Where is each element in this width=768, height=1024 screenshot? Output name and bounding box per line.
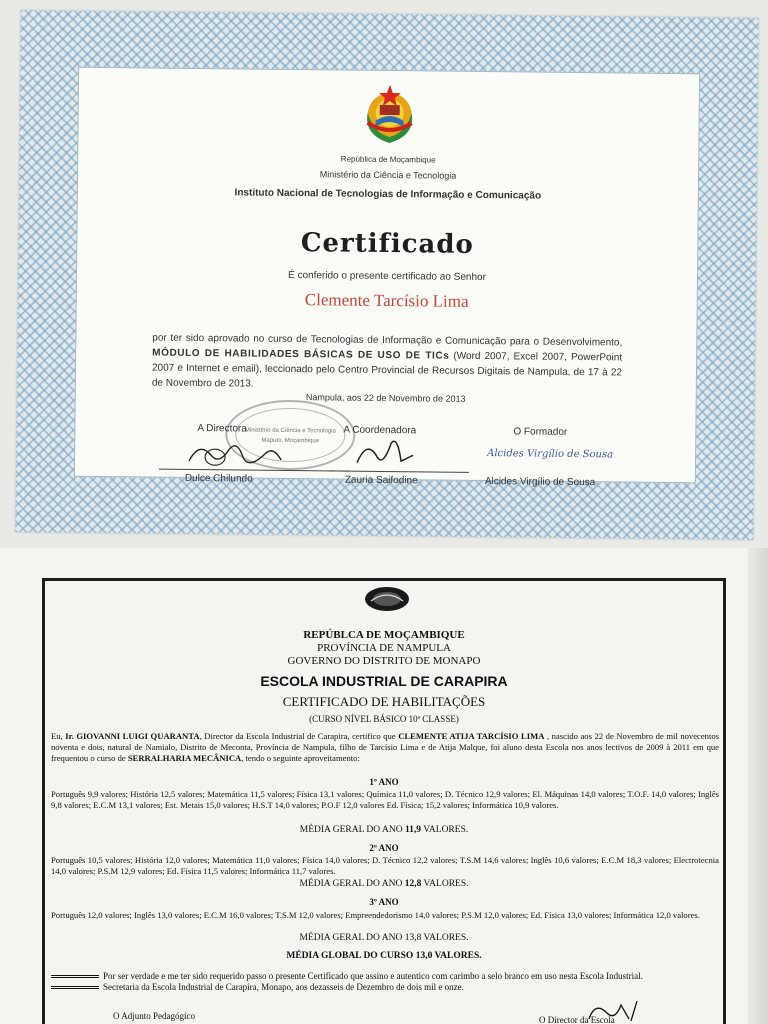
certificate-top-body [74,67,700,489]
signature-adjunto-pedagogico: O Adjunto Pedagógico [113,1011,195,1021]
body-text-1: por ter sido aprovado no curso de Tecnologias de Informação e Comunicação para o Desenvolvimento, [152,332,623,349]
certificate-top [15,10,758,540]
signature-name-coordenadora: Zauria Saifodine [344,474,418,487]
signature-role-coordenadora: A Coordenadora [343,424,417,437]
certificate-bottom [0,548,768,1024]
institute-label: Instituto Nacional de Tecnologias de Informação e Comunicação [234,187,542,202]
course-level: (CURSO NÍVEL BÁSICO 10ª CLASSE) [309,714,459,724]
ministry-label: Ministério da Ciência e Tecnologia [319,169,457,181]
closing-line-2 [51,982,464,992]
year-1-grades: Português 9,9 valores; História 12,5 valores; Matemática 11,5 valores; Física 13,1 valores; Química 11,0 valores; D. Técnico 12,9 valores; El. Máquinas 14,0 valores; T.O.F. 14,0 valores; Inglês 9,8 valores; E.C.M 13,1 valores; Est. Metais 15,0 valores; H.S.T 14,0 valores; P.O.F 12,0 valores Ed. Física; 15,2 valores; Informática 10,9 valores. [51,789,719,810]
closing-bar-1 [51,975,99,978]
course-name: MÓDULO DE HABILIDADES BÁSICAS DE USO DE TICs [152,347,450,362]
page-edge [748,548,768,1024]
certificate-title: Certificado [300,228,475,260]
signature-name-formador: Alcides Virgílio de Sousa [484,476,596,489]
year-1-average-suffix: VALORES. [421,825,469,835]
signature-role-formador: O Formador [513,426,568,438]
global-average: MÉDIA GLOBAL DO CURSO 13,0 VALORES. [286,951,482,961]
mozambique-emblem-icon [359,83,420,146]
signature-coordenadora-icon [351,433,421,474]
intro-text-1: Eu, [51,731,66,741]
year-3-grades: Português 12,0 valores; Inglês 13,0 valores; E.C.M 16,0 valores; T.S.M 12,0 valores; Empreendedorismo 14,0 valores; P.S.M 12,0 valores; Ed. Física 13,0 valores; Informática 12,0 valores. [51,910,700,920]
closing-text-2: Secretaria da Escola Industrial de Carapira, Monapo, aos dezasseis de Dezembro de dois mil e onze. [103,982,464,992]
intro-text-3: , nascido aos 22 de Novembro de mil novecentos noventa e dois, natural de Namialo, Distrito de Meconta, Província de Nampula, filho de Tarcísio Lima e de Atija Malque, foi aluno desta Escola nos anos lectivos de 2009 à 2011 em que frequentou o curso de [51,731,719,763]
certificate-bottom-frame [42,578,726,1024]
intro-text-2: , Director da Escola Industrial de Carapira, certifico que [199,731,399,741]
signature-directora-icon [185,435,285,472]
year-2-label: 2º ANO [369,843,399,853]
year-3-average: MÉDIA GERAL DO ANO 13,8 VALORES. [299,933,469,943]
republic-heading: REPÚBLCA DE MOÇAMBIQUE [303,629,465,641]
year-2-average [45,879,723,889]
intro-text-4: , tendo o seguinte aproveitamento: [241,753,360,763]
year-2-average-text: MÉDIA GERAL DO ANO [299,879,405,889]
signature-director-escola: O Director da Escola [539,1015,615,1024]
recipient-name: Clemente Tarcísio Lima [304,290,469,311]
habilitations-title: CERTIFICADO DE HABILITAÇÕES [282,694,486,709]
stamp-text: Ministério da Ciência e Tecnologia [244,427,336,435]
closing-bar-2 [51,986,99,989]
year-3-label: 3º ANO [369,897,399,907]
closing-line-1 [51,971,643,981]
school-name: ESCOLA INDUSTRIAL DE CARAPIRA [260,673,508,689]
province-heading: PROVÍNCIA DE NAMPULA [317,642,451,654]
intro-paragraph [51,731,719,764]
director-name: Ir. GIOVANNI LUIGI QUARANTA [65,731,200,741]
year-1-average-value: 11,9 [404,825,422,835]
year-2-average-suffix: VALORES. [421,879,469,889]
body-text-2: (Word 2007, Excel 2007, PowerPoint 2007 e Internet e email), leccionado pelo Centro Provincial de Recursos Digitais de Nampula, de 17 à 22 de Novembro de 2013. [151,350,623,390]
signature-role-directora: A Directora [197,423,247,435]
student-name: CLEMENTE ATIJA TARCÍSIO LIMA [398,731,545,741]
year-1-average-text: MÉDIA GERAL DO ANO [299,825,405,835]
course-title: SERRALHARIA MECÂNICA [127,753,242,763]
stamp-text-2: Maputo, Moçambique [261,437,320,445]
signature-name-directora: Dulce Chilundo [184,472,253,485]
signature-formador: Alcides Virgílio de Sousa [487,448,614,461]
closing-text-1: Por ser verdade e me ter sido requerido passo o presente Certificado que assino e autentico com carimbo a selo branco em uso nesta Escola Industrial. [103,971,643,981]
republic-label: República de Moçambique [340,154,436,165]
year-1-average [45,825,723,835]
government-heading: GOVERNO DO DISTRITO DE MONAPO [287,655,481,667]
year-2-average-value: 12,8 [404,879,422,889]
conferred-text: É conferido o presente certificado ao Senhor [287,269,486,284]
director-signature-icon [585,997,665,1023]
year-1-label: 1º ANO [369,777,399,787]
year-2-grades: Português 10,5 valores; História 12,0 valores; Matemática 11,0 valores; Física 14,0 valores; D. Técnico 12,2 valores; T.S.M 14,6 valores; Inglês 10,6 valores; E.C.M 18,3 valores; Electrotecnia 14,0 valores; P.S.M 12,9 valores; Ed. Física 11,5 valores; Informática 11,7 valores. [51,855,719,876]
place-date: Nampula, aos 22 de Novembro de 2013 [305,392,466,404]
national-emblem-icon [363,585,411,613]
certificate-body [152,331,623,396]
